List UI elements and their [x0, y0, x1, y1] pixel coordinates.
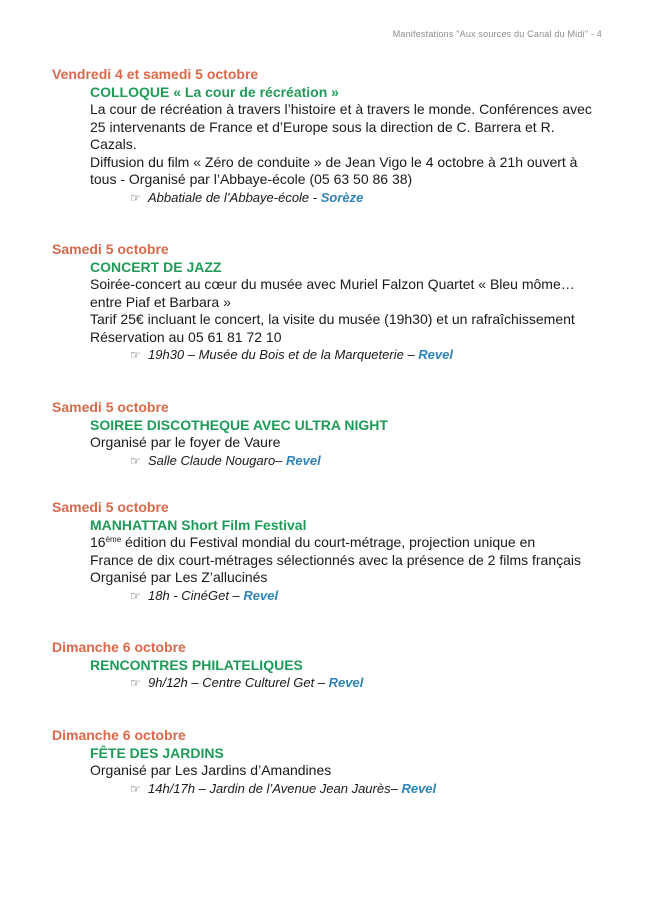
pointing-hand-icon: ☞ [130, 348, 141, 363]
pointing-hand-icon: ☞ [130, 781, 141, 796]
location-town: Revel [243, 587, 279, 603]
event-title: CONCERT DE JAZZ [90, 259, 222, 275]
event-title: SOIREE DISCOTHEQUE AVEC ULTRA NIGHT [90, 417, 388, 433]
event-description-line: Soirée-concert au cœur du musée avec Muriel Falzon Quartet « Bleu môme… [90, 276, 575, 292]
event-date: Dimanche 6 octobre [52, 727, 186, 743]
event-rencontres-philateliques [52, 638, 612, 692]
event-body [90, 83, 612, 207]
event-body [90, 656, 612, 692]
location-text: Abbatiale de l’Abbaye-école - [148, 189, 321, 205]
event-description-line: Cazals. [90, 136, 137, 153]
event-concert-jazz [52, 240, 612, 364]
event-manhattan-festival [52, 498, 612, 605]
event-date: Samedi 5 octobre [52, 499, 169, 515]
event-body [90, 258, 612, 364]
event-title: COLLOQUE « La cour de récréation » [90, 84, 339, 100]
event-location [130, 780, 612, 798]
event-body [90, 516, 612, 605]
event-body [90, 416, 612, 470]
event-date: Dimanche 6 octobre [52, 639, 186, 655]
location-text: 14h/17h – Jardin de l’Avenue Jean Jaurès– [148, 780, 402, 796]
location-text: 18h - CinéGet – [148, 587, 244, 603]
event-description-line: Tarif 25€ incluant le concert, la visite du musée (19h30) et un rafraîchissement [90, 311, 575, 328]
event-location [130, 587, 612, 605]
event-description-line: Diffusion du film « Zéro de conduite » de Jean Vigo le 4 octobre à 21h ouvert à [90, 153, 578, 170]
event-date: Vendredi 4 et samedi 5 octobre [52, 66, 259, 82]
event-description-line: Organisé par Les Jardins d’Amandines [90, 762, 332, 778]
event-description-line: entre Piaf et Barbara » [90, 293, 231, 310]
event-location [130, 674, 612, 692]
location-town: Sorèze [320, 189, 364, 205]
event-description-line: La cour de récréation à travers l’histoire et à travers le monde. Conférences avec [90, 101, 592, 117]
event-description-line [90, 534, 612, 552]
page-header: Manifestations "Aux sources du Canal du Midi" - 4 [392, 29, 602, 39]
event-location [130, 452, 612, 470]
event-date: Samedi 5 octobre [52, 241, 169, 257]
event-description-line: Réservation au 05 61 81 72 10 [90, 328, 282, 345]
event-title: MANHATTAN Short Film Festival [90, 517, 307, 533]
event-body [90, 744, 612, 798]
location-text: Salle Claude Nougaro– [148, 452, 287, 468]
event-description-line: Organisé par Les Z’allucinés [90, 569, 268, 586]
event-description-line: France de dix court-métrages sélectionnés avec la présence de 2 films français [90, 551, 582, 568]
event-title: RENCONTRES PHILATELIQUES [90, 657, 303, 673]
event-location [130, 189, 612, 207]
pointing-hand-icon: ☞ [130, 190, 141, 205]
event-description-line: tous - Organisé par l’Abbaye-école (05 63 50 86 38) [90, 171, 413, 188]
edition-suffix: ème [105, 535, 122, 544]
location-text: 9h/12h – Centre Culturel Get – [148, 675, 329, 690]
event-colloque [52, 65, 612, 207]
edition-number: 16 [90, 534, 106, 550]
edition-text: édition du Festival mondial du court-métrage, projection unique en [121, 534, 536, 550]
event-description-line: Organisé par le foyer de Vaure [90, 434, 281, 450]
event-fete-des-jardins [52, 726, 612, 798]
pointing-hand-icon: ☞ [130, 453, 141, 468]
pointing-hand-icon: ☞ [130, 588, 141, 603]
event-description-line: 25 intervenants de France et d’Europe sous la direction de C. Barrera et R. [90, 118, 555, 135]
event-date: Samedi 5 octobre [52, 399, 169, 415]
location-text: 19h30 – Musée du Bois et de la Marqueterie – [148, 347, 419, 363]
event-location [130, 346, 612, 364]
event-title: FÊTE DES JARDINS [90, 745, 224, 761]
event-soiree-discotheque [52, 398, 612, 470]
pointing-hand-icon: ☞ [130, 676, 141, 690]
location-town: Revel [328, 675, 364, 690]
location-town: Revel [401, 780, 437, 796]
location-town: Revel [418, 347, 453, 363]
location-town: Revel [286, 452, 321, 468]
